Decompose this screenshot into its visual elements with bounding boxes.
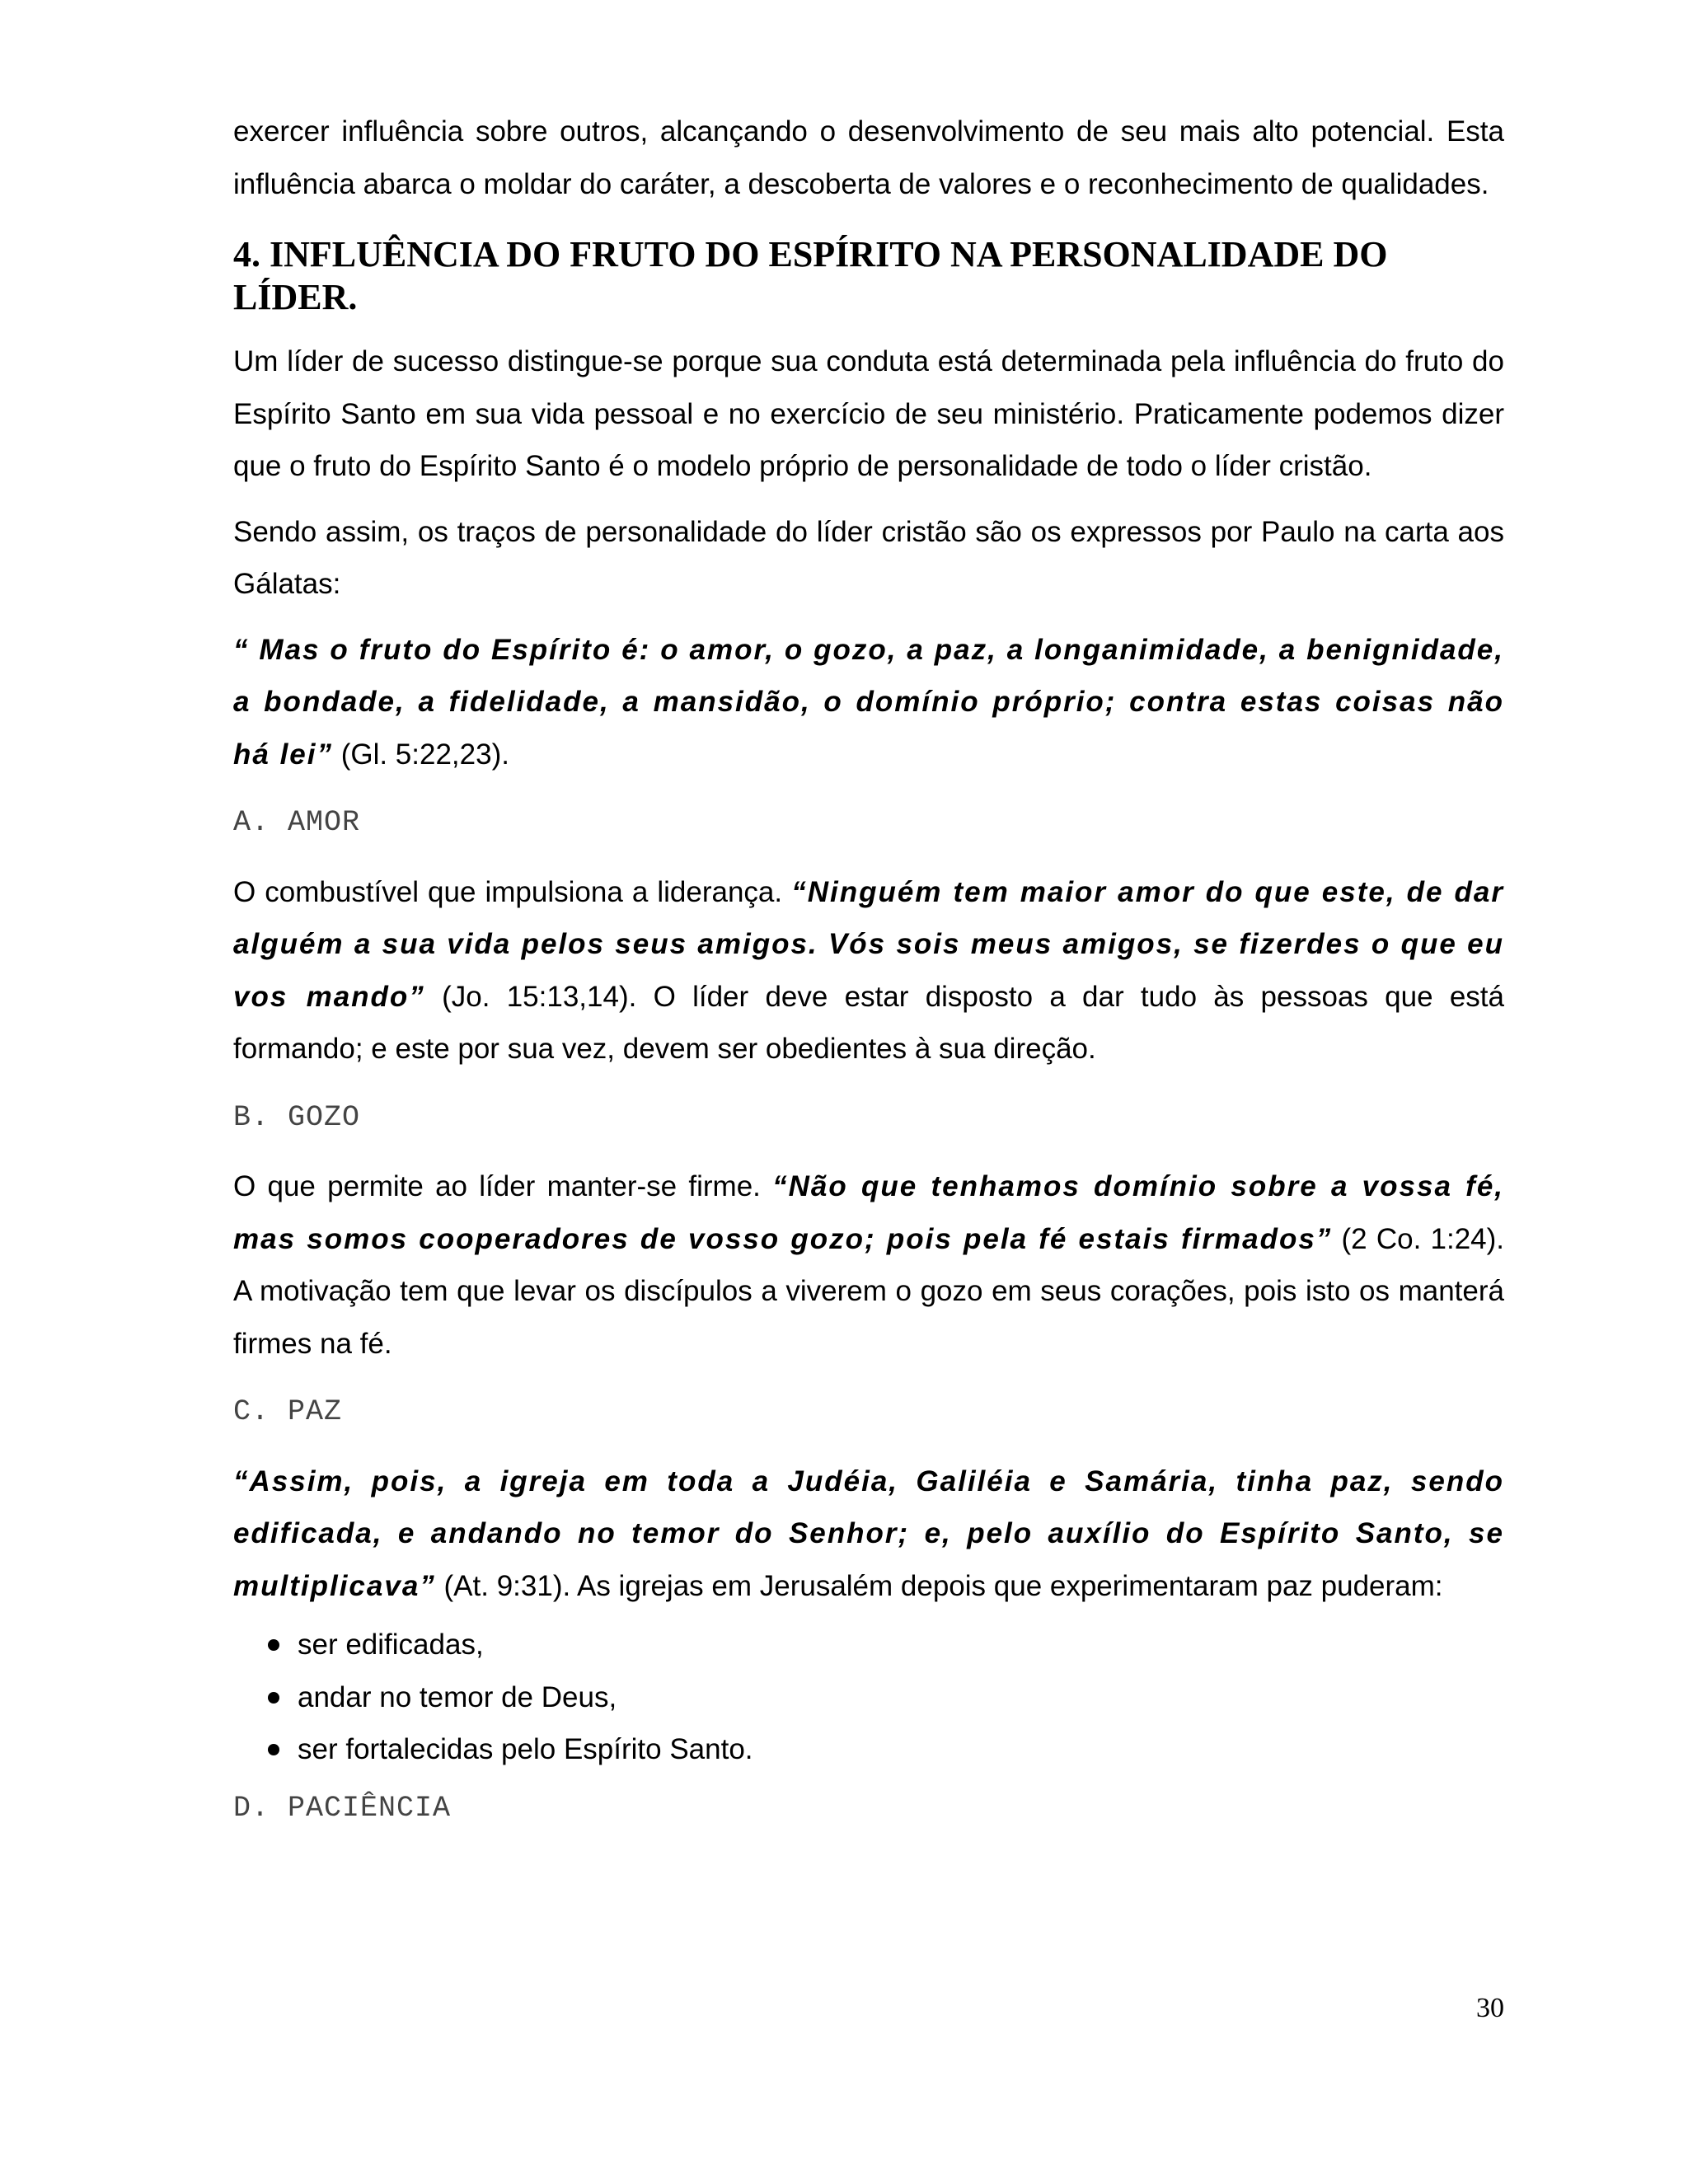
paragraph-tracos-personalidade: Sendo assim, os traços de personalidade do líder cristão são os expressos por Paulo na carta aos Gálatas: — [233, 515, 1504, 600]
amor-tail: (Jo. 15:13,14). O líder deve estar disposto a dar tudo às pessoas que está formando; e este por sua vez, devem ser obedientes à sua direção. — [233, 980, 1504, 1065]
bullet-icon — [268, 1744, 279, 1755]
paz-tail: (At. 9:31). As igrejas em Jerusalém depois que experimentaram paz puderam: — [435, 1569, 1443, 1602]
gozo-tail: (2 Co. 1:24). A motivação tem que levar os discípulos a viverem o gozo em seus corações, pois isto os manterá firmes na fé. — [233, 1222, 1505, 1360]
section-label-gozo: B. GOZO — [233, 1100, 361, 1134]
page-number: 30 — [1476, 1993, 1504, 2023]
galatas-quote: “ Mas o fruto do Espírito é: o amor, o gozo, a paz, a longanimidade, a benignidade, a bondade, a fidelidade, a mansidão, o domínio próprio; contra estas coisas não há lei” — [233, 633, 1504, 771]
page-content — [233, 105, 1504, 1851]
section-heading: 4. INFLUÊNCIA DO FRUTO DO ESPÍRITO NA PERSONALIDADE DO LÍDER. — [233, 234, 1388, 317]
paragraph-lider-sucesso: Um líder de sucesso distingue-se porque sua conduta está determinada pela influência do fruto do Espírito Santo em sua vida pessoal e no exercício de seu ministério. Praticamente podemos dizer que o fruto do Espírito Santo é o modelo próprio de personalidade de todo o líder cristão. — [233, 345, 1504, 482]
section-label-amor: A. AMOR — [233, 806, 361, 839]
section-label-paciencia: D. PACIÊNCIA — [233, 1791, 452, 1825]
paz-bullet-list — [233, 1619, 1504, 1776]
amor-lead: O combustível que impulsiona a liderança. — [233, 875, 792, 908]
galatas-quote-paragraph — [233, 624, 1504, 781]
paz-paragraph — [233, 1455, 1504, 1613]
bullet-icon — [268, 1639, 279, 1651]
amor-paragraph — [233, 866, 1504, 1076]
list-item: ser fortalecidas pelo Espírito Santo. — [268, 1723, 1504, 1776]
list-item: ser edificadas, — [268, 1619, 1504, 1671]
intro-paragraph: exercer influência sobre outros, alcançando o desenvolvimento de seu mais alto potencial. Esta influência abarca o moldar do caráter, a descoberta de valores e o reconhecimento de qualidades. — [233, 115, 1504, 200]
gozo-lead: O que permite ao líder manter-se firme. — [233, 1170, 773, 1202]
bullet-icon — [268, 1692, 279, 1704]
list-item: andar no temor de Deus, — [268, 1671, 1504, 1724]
gozo-quote: “Não que tenhamos domínio sobre a vossa fé, mas somos cooperadores de vosso gozo; pois pela fé estais firmados” — [233, 1170, 1505, 1255]
galatas-reference: (Gl. 5:22,23). — [332, 738, 509, 771]
amor-quote: “Ninguém tem maior amor do que este, de dar alguém a sua vida pelos seus amigos. Vós sois meus amigos, se fizerdes o que eu vos mando” — [233, 875, 1504, 1013]
section-label-paz: C. PAZ — [233, 1395, 343, 1428]
paz-quote: “Assim, pois, a igreja em toda a Judéia, Galiléia e Samária, tinha paz, sendo edificada, e andando no temor do Senhor; e, pelo auxílio do Espírito Santo, se multiplicava” — [233, 1465, 1504, 1602]
gozo-paragraph — [233, 1160, 1504, 1370]
